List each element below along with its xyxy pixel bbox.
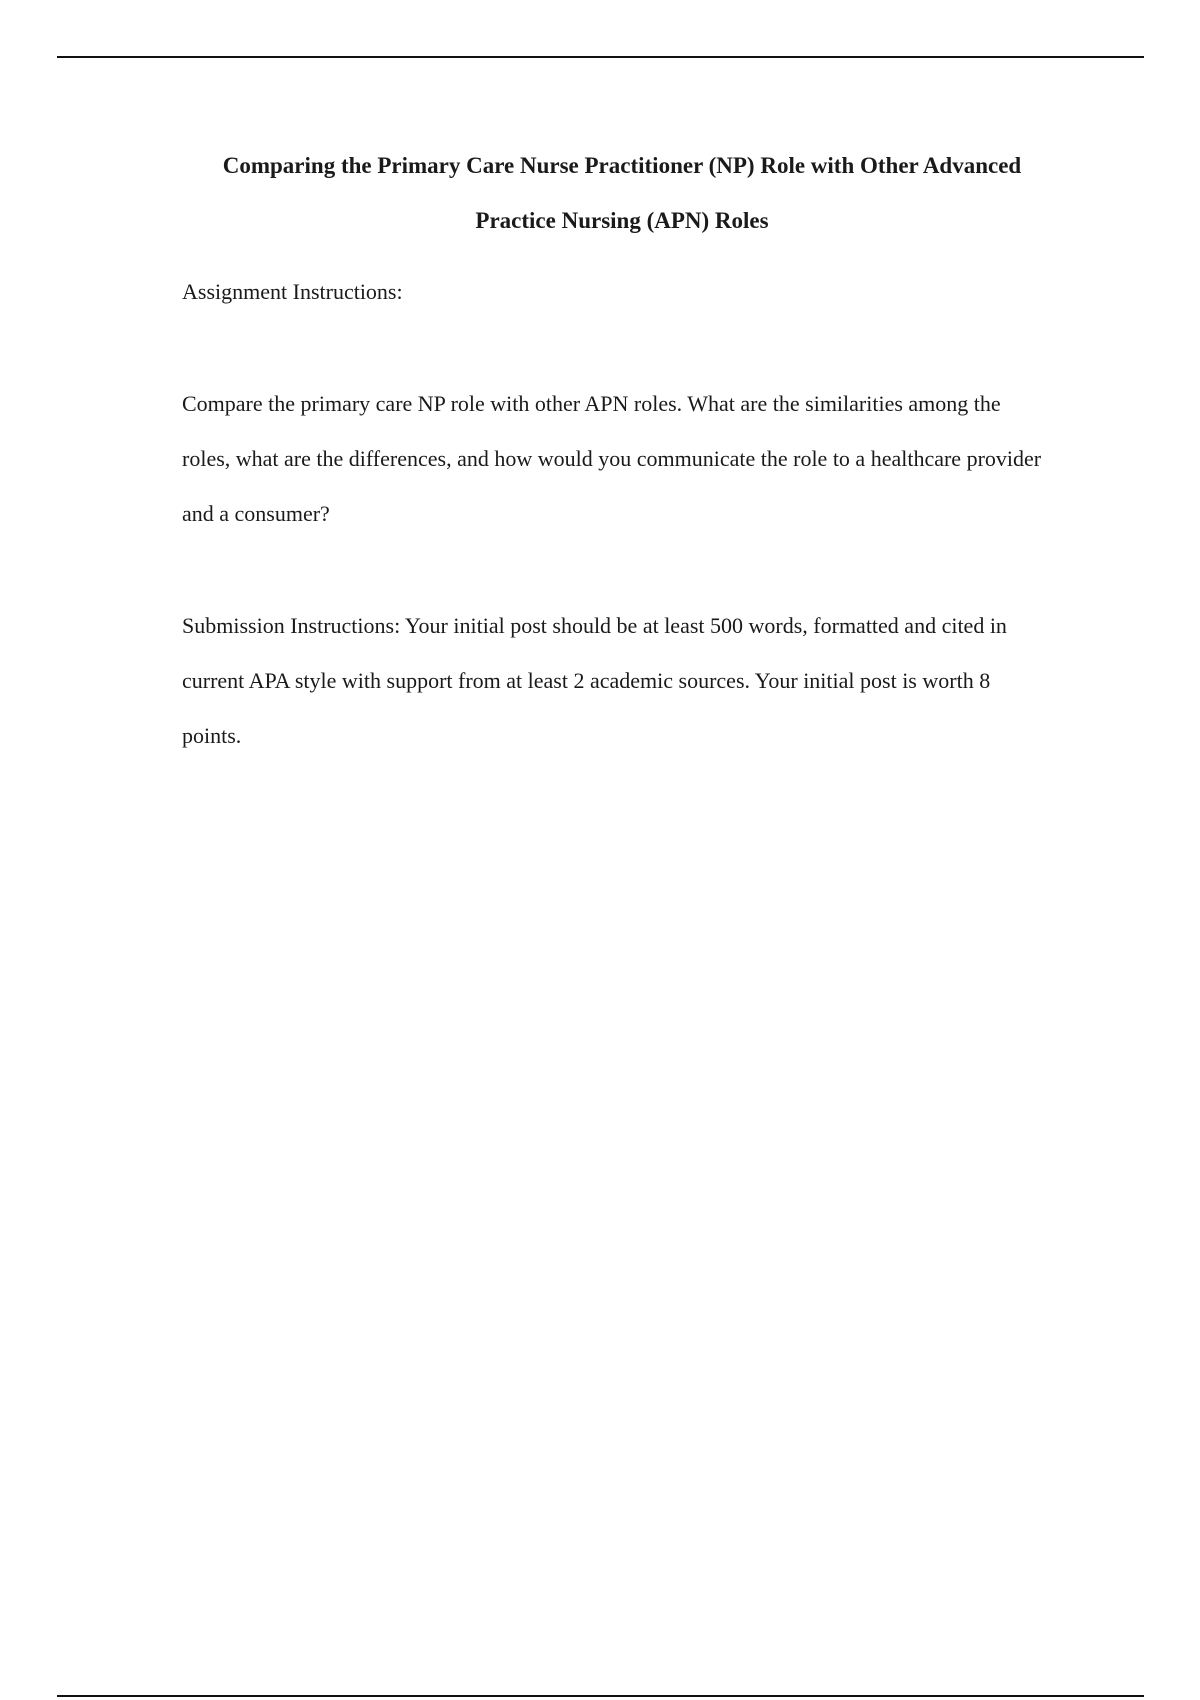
assignment-question: Compare the primary care NP role with other APN roles. What are the similarities among the roles, what are the differences, and how would you communicate the role to a healthcare provider and a consumer? xyxy=(182,391,1042,526)
assignment-instructions-label: Assignment Instructions: xyxy=(182,279,403,304)
submission-instructions: Submission Instructions: Your initial post should be at least 500 words, formatted and cited in current APA style with support from at least 2 academic sources. Your initial post is worth 8 points. xyxy=(182,613,1007,748)
page-body xyxy=(182,138,1052,763)
header-rule xyxy=(57,56,1144,58)
document-title: Comparing the Primary Care Nurse Practitioner (NP) Role with Other Advanced Practice Nursing (APN) Roles xyxy=(222,153,1022,233)
footer-rule xyxy=(57,1695,1144,1697)
